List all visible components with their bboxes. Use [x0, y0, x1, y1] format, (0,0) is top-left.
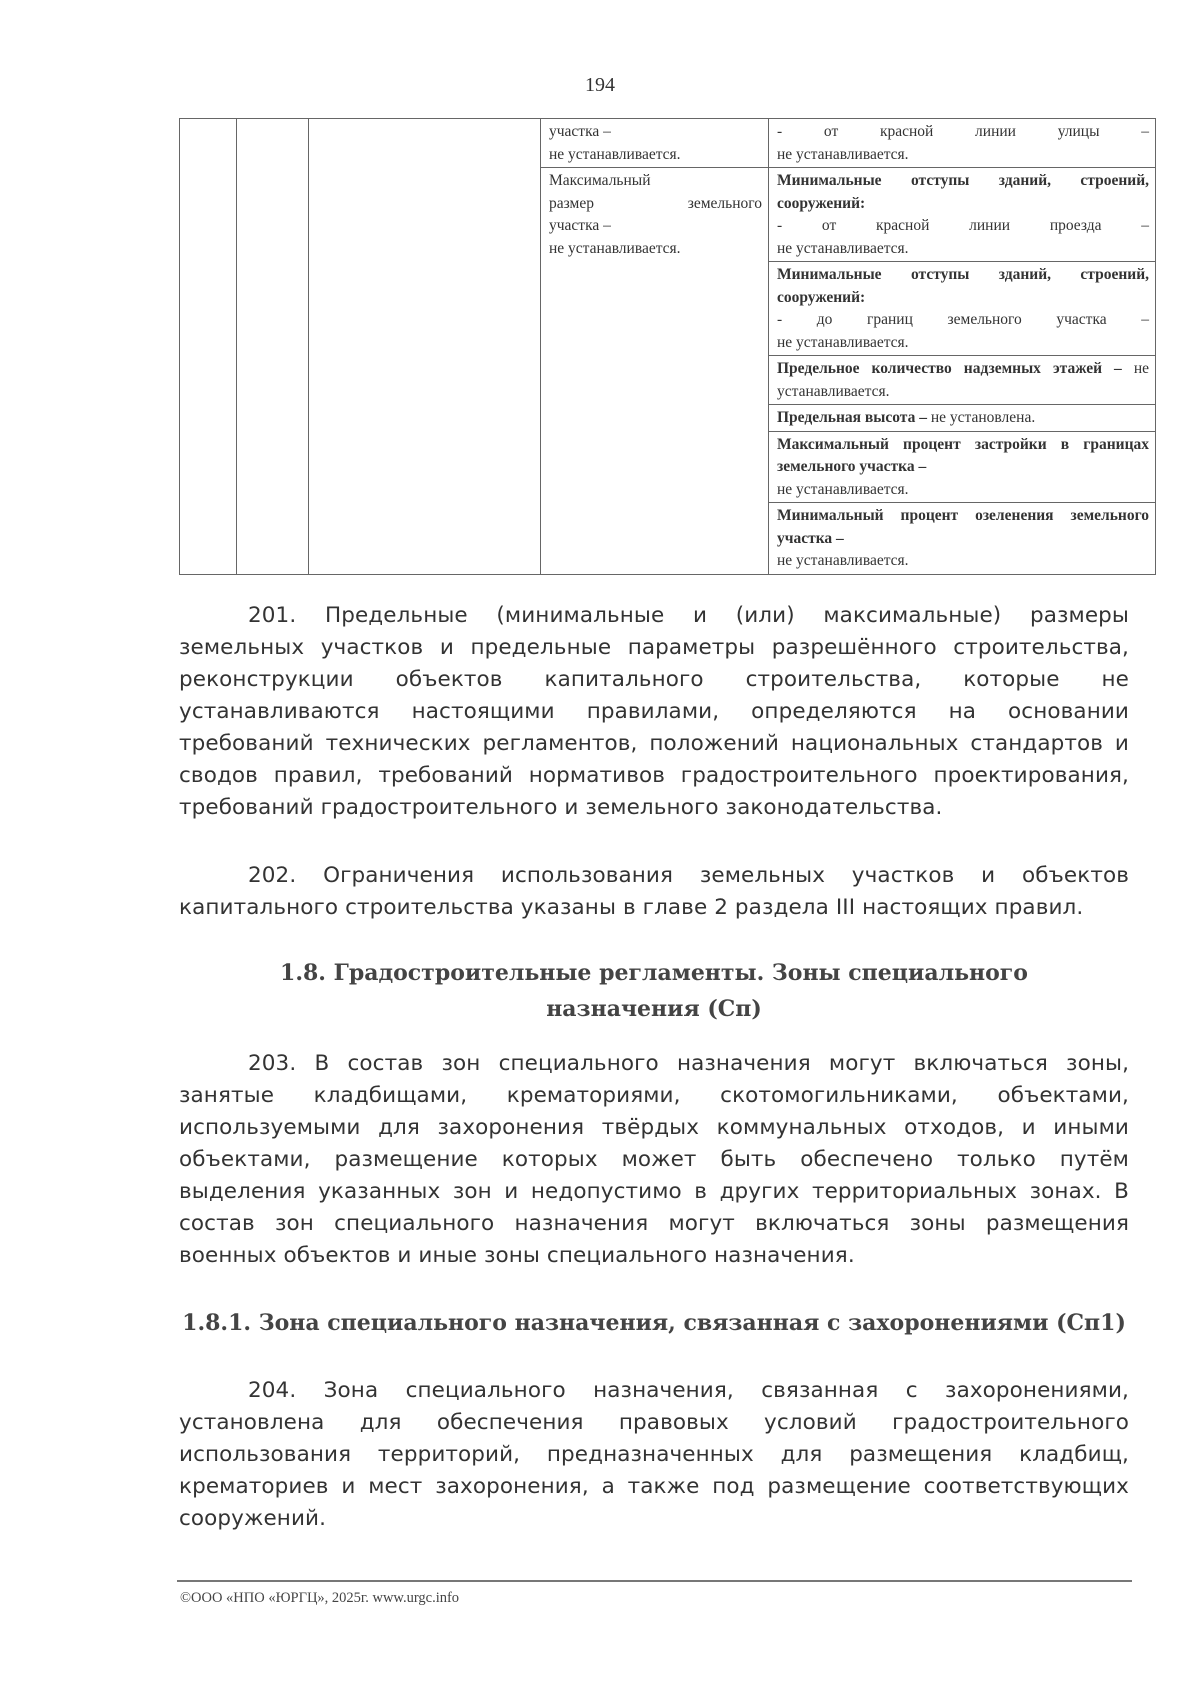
cell-bold-text: Предельное количество надземных этажей – [777, 360, 1122, 377]
footer-copyright: ©ООО «НПО «ЮРГЦ», 2025г. www.urgc.info [180, 1590, 460, 1606]
paragraph-201: 201. Предельные (минимальные и (или) максимальные) размеры земельных участков и предельные параметры разрешённого строительства, реконструкции объектов капитального строительства, которые не устанавливаются настоящими правилами, определяются на основании требований технических регламентов, положений национальных стандартов и сводов правил, требований нормативов градостроительного проектирования, требований градостроительного и земельного законодательства. [179, 603, 1129, 820]
section-heading-1-8: 1.8. Градостроительные регламенты. Зоны специального назначения (Сп) [280, 960, 1028, 1022]
cell-line: размер земельного [549, 194, 762, 212]
cell-line: участка – [549, 217, 611, 234]
table-cell-setback-boundary [769, 262, 1156, 356]
table-cell-setback-driveway [769, 168, 1156, 262]
cell-line: не устанавливается. [777, 552, 909, 569]
cell-bold-text: Предельная высота – [777, 409, 927, 426]
cell-bold-text: Минимальный процент озеленения земельного участка – [777, 507, 1149, 547]
cell-line: Максимальный [549, 172, 651, 189]
table-cell-max-coverage [769, 431, 1156, 503]
section-heading-1-8-1: 1.8.1. Зона специального назначения, связанная с захоронениями (Сп1) [182, 1310, 1126, 1336]
paragraph-204: 204. Зона специального назначения, связанная с захоронениями, установлена для обеспечения правовых условий градостроительного использования территорий, предназначенных для размещения кладбищ, крематориев и мест захоронения, а также под размещение соответствующих сооружений. [179, 1378, 1129, 1531]
table-cell-setback-street [769, 119, 1156, 168]
cell-bold-text: Минимальные отступы зданий, строений, сооружений: [777, 172, 1149, 212]
table-cell-min-greening [769, 503, 1156, 575]
cell-bold-text: Максимальный процент застройки в границах земельного участка – [777, 435, 1149, 475]
cell-line: участка – [549, 123, 611, 140]
table-cell-empty [180, 119, 237, 575]
cell-line: не устанавливается. [549, 145, 681, 163]
cell-line: не установлена. [926, 409, 1036, 426]
cell-line: не устанавливается. [777, 239, 909, 257]
cell-bold-text: Минимальные отступы зданий, строений, сооружений: [777, 266, 1149, 306]
paragraph-203: 203. В состав зон специального назначения могут включаться зоны, занятые кладбищами, крематориями, скотомогильниками, объектами, используемыми для захоронения твёрдых коммунальных отходов, и иными объектами, размещение которых может быть обеспечено только путём выделения указанных зон и недопустимо в других территориальных зонах. В состав зон специального назначения могут включаться зоны размещения военных объектов и иные зоны специального назначения. [179, 1051, 1129, 1268]
cell-line: - от красной линии улицы – [777, 123, 1149, 140]
table-cell-empty [237, 119, 309, 575]
footer-divider [177, 1580, 1132, 1582]
page-number: 194 [585, 74, 615, 96]
table-cell-floors [769, 356, 1156, 405]
table-cell-height [769, 405, 1156, 432]
cell-line: не устанавливается. [777, 480, 909, 498]
table-row [180, 119, 1156, 168]
cell-line: не устанавливается. [777, 360, 1149, 400]
table-cell-max-size [541, 168, 769, 575]
cell-line: не устанавливается. [777, 145, 909, 163]
regulations-table [179, 118, 1156, 575]
cell-line: - до границ земельного участка – [777, 311, 1149, 328]
table-cell-min-size [541, 119, 769, 168]
table-cell-empty [309, 119, 541, 575]
cell-line: не устанавливается. [777, 333, 909, 351]
cell-line: не устанавливается. [549, 239, 681, 257]
paragraph-202: 202. Ограничения использования земельных участков и объектов капитального строительства указаны в главе 2 раздела III настоящих правил. [179, 863, 1129, 920]
cell-line: - от красной линии проезда – [777, 217, 1149, 234]
